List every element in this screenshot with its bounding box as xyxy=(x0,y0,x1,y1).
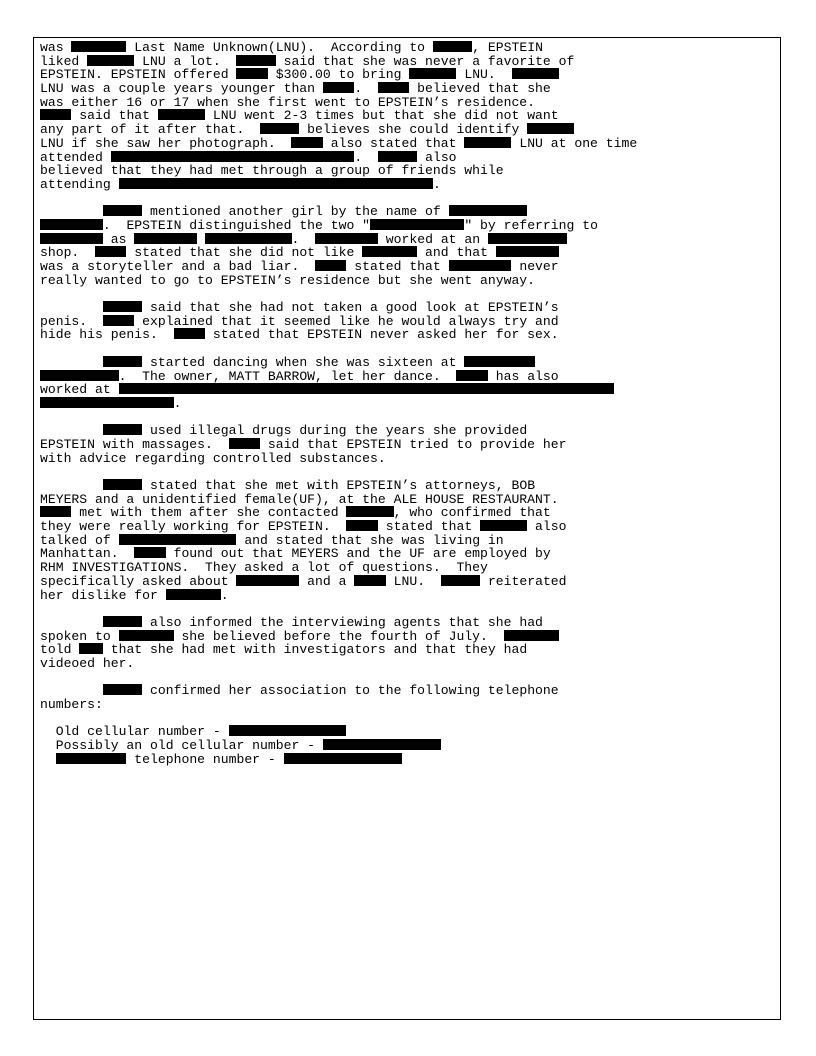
text-run: MEYERS and a unidentified female(UF), at the ALE HOUSE RESTAURANT. xyxy=(40,491,559,507)
redaction-block xyxy=(378,82,409,93)
text-run: and a xyxy=(299,573,355,589)
redaction-block xyxy=(496,246,559,257)
text-run: EPSTEIN. EPSTEIN offered xyxy=(40,67,237,83)
text-line xyxy=(40,219,780,233)
text-line xyxy=(40,274,780,288)
text-run: shop. xyxy=(40,245,96,261)
text-line xyxy=(40,246,780,260)
paragraph-gap xyxy=(40,712,780,726)
text-run: videoed her. xyxy=(40,655,135,671)
text-run: Last Name Unknown(LNU). According to xyxy=(126,40,433,55)
text-line xyxy=(40,109,780,123)
text-line xyxy=(40,137,780,151)
text-run: . EPSTEIN distinguished the two " xyxy=(102,217,371,233)
text-run: attended xyxy=(40,149,111,165)
text-run: " by referring to xyxy=(464,217,598,233)
text-run: talked of xyxy=(40,532,119,548)
text-run: numbers: xyxy=(40,697,103,712)
redaction-block xyxy=(87,55,134,66)
paragraph-gap xyxy=(40,411,780,425)
text-run: never xyxy=(511,259,559,274)
text-run: as xyxy=(102,231,135,247)
text-run: attending xyxy=(40,176,119,192)
redaction-block xyxy=(119,630,174,641)
text-run: believed that she xyxy=(409,81,551,97)
redaction-block xyxy=(291,137,322,148)
text-line xyxy=(40,493,780,507)
redaction-block xyxy=(229,725,347,736)
redaction-block xyxy=(166,589,221,600)
text-run: Possibly an old cellular number - xyxy=(40,738,323,754)
text-run: that she had met with investigators and that they had xyxy=(102,642,528,658)
text-line xyxy=(40,205,780,219)
text-line xyxy=(40,479,780,493)
text-run: and that xyxy=(417,245,496,261)
text-run: believes she could identify xyxy=(299,122,528,138)
text-line xyxy=(40,438,780,452)
text-run: also xyxy=(417,149,457,165)
text-run: LNU a lot. xyxy=(134,53,237,69)
text-line xyxy=(40,725,780,739)
redaction-block xyxy=(103,315,134,326)
text-line xyxy=(40,370,780,384)
text-run: has also xyxy=(487,368,559,384)
text-run: telephone number - xyxy=(126,751,284,767)
text-line xyxy=(40,96,780,110)
text-run: penis. xyxy=(40,313,103,329)
paragraph-gap xyxy=(40,602,780,616)
text-run: confirmed her association to the following telephone xyxy=(142,683,559,699)
text-run: used illegal drugs during the years she provided xyxy=(142,423,528,439)
redaction-block xyxy=(158,109,205,120)
redaction-block xyxy=(119,534,237,545)
redaction-block xyxy=(464,137,511,148)
text-line xyxy=(40,547,780,561)
text-run: met with them after she contacted xyxy=(71,505,347,521)
paragraph-gap xyxy=(40,671,780,685)
text-run: . The owner, MATT BARROW, let her dance. xyxy=(118,368,457,384)
redaction-block xyxy=(346,506,393,517)
redaction-block xyxy=(512,68,559,79)
redaction-block xyxy=(103,424,142,435)
text-run: . xyxy=(291,231,316,247)
text-run: LNU was a couple years younger than xyxy=(40,81,323,97)
redaction-block xyxy=(95,246,126,257)
text-run: spoken to xyxy=(40,628,119,644)
text-line xyxy=(40,356,780,370)
text-run: LNU. xyxy=(456,67,512,83)
text-run: they were really working for EPSTEIN. xyxy=(40,519,347,535)
redaction-block xyxy=(103,301,142,312)
text-run: stated that xyxy=(377,519,481,535)
text-run: believed that they had met through a group of friends while xyxy=(40,163,504,179)
text-line xyxy=(40,233,780,247)
text-run: Old cellular number - xyxy=(40,724,229,740)
text-line xyxy=(40,506,780,520)
text-run: worked at xyxy=(40,382,119,398)
redaction-block xyxy=(464,356,535,367)
redaction-block xyxy=(236,575,299,586)
text-run: said that xyxy=(71,108,158,124)
text-line xyxy=(40,260,780,274)
text-line xyxy=(40,520,780,534)
text-run: her dislike for xyxy=(40,587,166,603)
redaction-block xyxy=(433,41,472,52)
text-run: hide his penis. xyxy=(40,327,174,343)
text-run: said that EPSTEIN tried to provide her xyxy=(260,436,567,452)
text-run: . xyxy=(354,149,378,165)
text-run: also xyxy=(527,519,567,535)
text-line xyxy=(40,739,780,753)
redaction-block xyxy=(134,233,197,244)
redaction-block xyxy=(103,684,142,695)
text-line xyxy=(40,575,780,589)
text-run: Manhattan. xyxy=(40,546,135,562)
text-line xyxy=(40,123,780,137)
text-line xyxy=(40,55,780,69)
redaction-block xyxy=(174,328,205,339)
text-line xyxy=(40,452,780,466)
text-line xyxy=(40,68,780,82)
text-run: liked xyxy=(40,53,88,69)
text-line xyxy=(40,151,780,165)
text-run: stated that xyxy=(346,259,449,274)
redaction-block xyxy=(456,370,487,381)
text-run: , who confirmed that xyxy=(393,505,551,521)
redaction-block xyxy=(119,178,433,189)
redaction-block xyxy=(370,219,464,230)
text-run: explained that it seemed like he would always try and xyxy=(134,313,559,329)
redaction-block xyxy=(229,438,260,449)
text-line xyxy=(40,630,780,644)
text-run xyxy=(40,355,103,370)
redaction-block xyxy=(354,575,385,586)
redaction-block xyxy=(205,233,291,244)
text-run: told xyxy=(40,642,80,658)
text-run: , EPSTEIN xyxy=(472,40,543,55)
redaction-block xyxy=(79,643,103,654)
text-line xyxy=(40,589,780,603)
text-run: . xyxy=(354,81,378,97)
redaction-block xyxy=(441,575,480,586)
text-line xyxy=(40,41,780,55)
text-line xyxy=(40,753,780,767)
redaction-block xyxy=(315,260,346,271)
paragraph-gap xyxy=(40,342,780,356)
text-run: mentioned another girl by the name of xyxy=(142,204,449,220)
redaction-block xyxy=(260,123,299,134)
text-run: stated that EPSTEIN never asked her for sex. xyxy=(205,327,559,343)
paragraph-gap xyxy=(40,465,780,479)
text-run xyxy=(40,752,56,767)
text-run: LNU went 2-3 times but that she did not want xyxy=(205,108,559,124)
redaction-block xyxy=(480,520,527,531)
redaction-block xyxy=(40,109,71,120)
redaction-block xyxy=(103,479,142,490)
redaction-block xyxy=(527,123,574,134)
text-line xyxy=(40,561,780,575)
redaction-block xyxy=(449,205,528,216)
text-line xyxy=(40,643,780,657)
redaction-block xyxy=(346,520,377,531)
redaction-block xyxy=(103,356,142,367)
text-run: $300.00 to bring xyxy=(267,67,410,83)
text-run: stated that she did not like xyxy=(126,245,363,261)
text-line xyxy=(40,616,780,630)
document-body xyxy=(40,41,780,766)
redaction-block xyxy=(449,260,512,271)
text-run: also informed the interviewing agents that she had xyxy=(142,614,543,630)
text-run: said that she had not taken a good look at EPSTEIN’s xyxy=(142,300,559,316)
text-line xyxy=(40,657,780,671)
text-run: started dancing when she was sixteen at xyxy=(142,354,465,370)
text-run: specifically asked about xyxy=(40,573,237,589)
text-run: . xyxy=(220,587,229,603)
text-line xyxy=(40,315,780,329)
text-run: was either 16 or 17 when she first went to EPSTEIN’s residence. xyxy=(40,94,536,110)
text-line xyxy=(40,534,780,548)
text-run: said that she was never a favorite of xyxy=(275,53,575,69)
redaction-block xyxy=(56,753,127,764)
redaction-block xyxy=(236,55,275,66)
text-run: was xyxy=(40,40,72,55)
redaction-block xyxy=(40,233,103,244)
text-run: . xyxy=(173,395,182,411)
text-line xyxy=(40,684,780,698)
redaction-block xyxy=(40,370,119,381)
text-run: any part of it after that. xyxy=(40,122,261,138)
text-line xyxy=(40,301,780,315)
text-run: worked at an xyxy=(377,231,488,247)
redaction-block xyxy=(103,616,142,627)
redaction-block xyxy=(315,233,378,244)
redaction-block xyxy=(134,547,165,558)
text-line xyxy=(40,328,780,342)
paragraph-gap xyxy=(40,287,780,301)
redaction-block xyxy=(362,246,417,257)
redaction-block xyxy=(488,233,567,244)
text-run: stated that she met with EPSTEIN’s attorneys, BOB xyxy=(142,478,536,493)
text-run: LNU if she saw her photograph. xyxy=(40,135,292,151)
text-line xyxy=(40,383,780,397)
text-run: LNU at one time xyxy=(511,135,638,151)
redaction-block xyxy=(40,506,71,517)
text-run: found out that MEYERS and the UF are employed by xyxy=(165,546,551,562)
redaction-block xyxy=(236,68,267,79)
text-run xyxy=(40,204,103,219)
text-run: . xyxy=(432,176,441,192)
paragraph-gap xyxy=(40,192,780,206)
text-run: with advice regarding controlled substances. xyxy=(40,450,386,466)
text-line xyxy=(40,698,780,712)
text-run: was a storyteller and a bad liar. xyxy=(40,259,316,274)
text-run: reiterated xyxy=(480,573,567,589)
redaction-block xyxy=(119,383,614,394)
text-line xyxy=(40,178,780,192)
redaction-block xyxy=(323,82,354,93)
redaction-block xyxy=(40,219,103,230)
redaction-block xyxy=(103,205,142,216)
text-run: and stated that she was living in xyxy=(236,532,504,548)
redaction-block xyxy=(111,151,355,162)
text-run: really wanted to go to EPSTEIN’s residence but she went anyway. xyxy=(40,272,536,288)
text-run: RHM INVESTIGATIONS. They asked a lot of questions. They xyxy=(40,560,488,576)
redaction-block xyxy=(409,68,456,79)
text-run: LNU. xyxy=(385,573,441,589)
redaction-block xyxy=(284,753,402,764)
text-line xyxy=(40,397,780,411)
redaction-block xyxy=(378,151,417,162)
redaction-block xyxy=(71,41,126,52)
redaction-block xyxy=(323,739,441,750)
redaction-block xyxy=(504,630,559,641)
text-line xyxy=(40,82,780,96)
redaction-block xyxy=(40,397,174,408)
text-line xyxy=(40,164,780,178)
text-run: EPSTEIN with massages. xyxy=(40,436,229,452)
text-run: also stated that xyxy=(322,135,465,151)
text-line xyxy=(40,424,780,438)
text-run: she believed before the fourth of July. xyxy=(173,628,504,644)
